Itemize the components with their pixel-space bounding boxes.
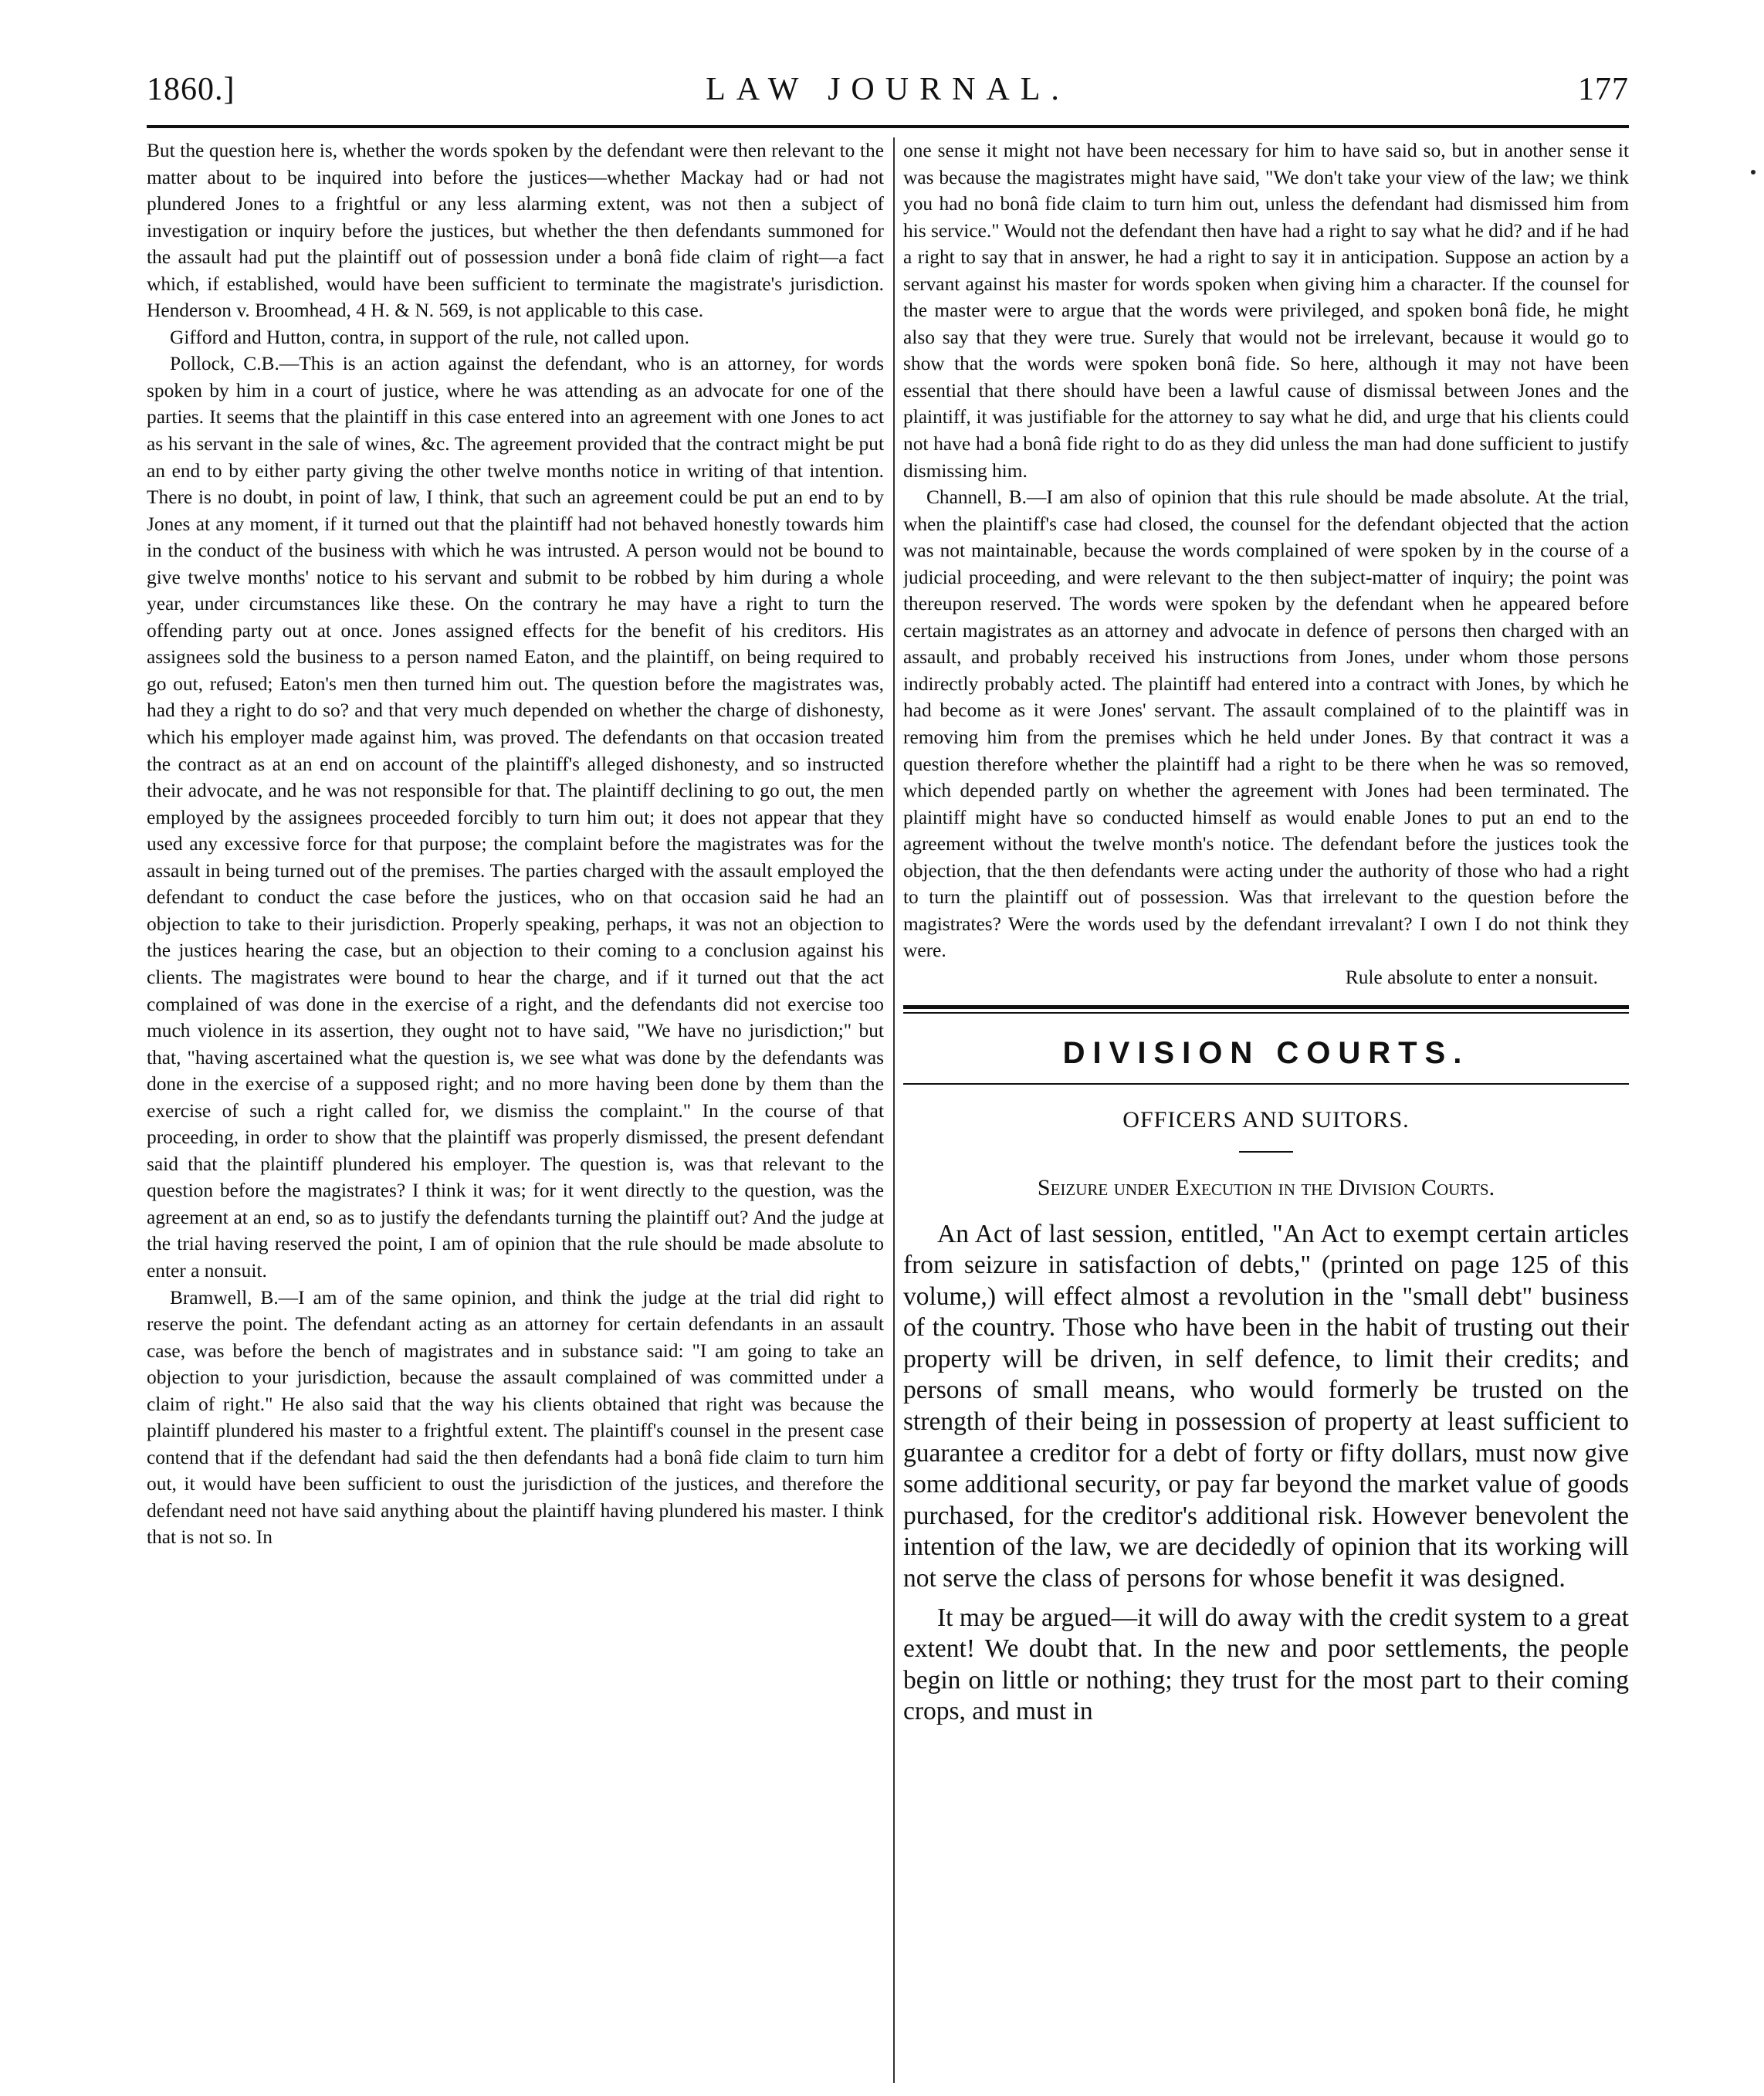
paragraph-bramwell: Bramwell, B.—I am of the same opinion, and think the judge at the trial did right to reserve the point. The defendant acting as an attorney for certain defendants in an assault case, was before the bench of magistrates and in substance said: "I am going to take an objection to your jurisdiction, because the assault complained of was committed under a claim of right." He also said that the way his clients obtained that right was because the plaintiff plundered his master to a frightful extent. The plaintiff's counsel in the present case contend that if the defendant had said the then defendants had a bonâ fide claim to turn him out, it would have been sufficient to oust the jurisdiction of the justices, and therefore the defendant need not have said anything about the plaintiff having plundered his master. I think that is not so. In	[147, 1286, 884, 1549]
running-header	[147, 71, 1629, 133]
article-body	[903, 1219, 1629, 1729]
paragraph-bramwell-continued: one sense it might not have been necessary for him to have said so, but in another sense it was because the magistrates might have said, "We don't take your view of the law; we think you had no bonâ fide claim to turn him out, unless the defendant had dismissed him from his service." Would not the defendant then have had a right to say what he did? and if he had a right to say that in answer, he had a right to say it in anticipation. Suppose an action by a servant against his master for words spoken when giving him a character. If the counsel for the master were to argue that the words were privileged, and spoken bonâ fide, he might also say that they were true. Surely that would not be irrelevant, because it would go to show that the words were spoken bonâ fide. So here, although it may not have been essential that there should have been a lawful cause of dismissal between Jones and the plaintiff, it was justifiable for the attorney to say what he did, and urge that his clients could not have had a bonâ fide right to do as they did unless the man had done sufficient to justify dismissing him.	[903, 140, 1629, 482]
section-double-rule	[903, 1005, 1629, 1014]
right-column	[903, 137, 1629, 2083]
article-paragraph-2: It may be argued—it will do away with the credit system to a great extent! We doubt that. In the new and poor settlements, the people begin on little or nothing; they trust for the most part to their coming crops, and must in	[903, 1603, 1629, 1726]
page-number: 177	[1578, 72, 1629, 107]
left-column	[147, 137, 884, 2083]
short-rule	[1239, 1151, 1293, 1153]
subsection-title: OFFICERS AND SUITORS.	[1122, 1106, 1410, 1133]
journal-title: LAW JOURNAL.	[706, 72, 1070, 107]
paragraph-channell: Channell, B.—I am also of opinion that this rule should be made absolute. At the trial, when the plaintiff's case had closed, the counsel for the defendant objected that the action was not maintainable, because the words complained of were spoken by in the course of a judicial proceeding, and were relevant to the then subject-matter of inquiry; the point was thereupon reserved. The words were spoken by the defendant when he appeared before certain magistrates as an attorney and advocate in defence of persons then charged with an assault, and probably received his instructions from Jones, under whom those persons indirectly probably acted. The plaintiff had entered into a contract with Jones, by which he had become as it were Jones' servant. The assault complained of to the plaintiff was in removing him from the premises which he held under Jones. By that contract it was a question therefore whether the plaintiff had a right to be there when he was so removed, which depended partly on whether the agreement with Jones had been terminated. The plaintiff might have so conducted himself as would enable Jones to put an end to the agreement without the twelve month's notice. The defendant before the justices took the objection, that the then defendants were acting under the authority of those who had a right to turn the plaintiff out of possession. Was that irrelevant to the question before the magistrates? Were the words used by the defendant irrevalant? I own I do not think they were.	[903, 486, 1629, 962]
rule-absolute: Rule absolute to enter a nonsuit.	[1345, 966, 1598, 988]
paragraph-pollock: Pollock, C.B.—This is an action against the defendant, who is an attorney, for words spoken by him in a court of justice, where he was attending as an advocate for one of the parties. It seems that the plaintiff in this case entered into an agreement with one Jones to act as his servant in the sale of wines, &c. The agreement provided that the contract might be put an end to by either party giving the other twelve months notice in writing of that intention. There is no doubt, in point of law, I think, that such an agreement could be put an end to by Jones at any moment, if it turned out that the plaintiff had not behaved honestly towards him in the conduct of the business with which he was intrusted. A person would not be bound to give twelve months' notice to his servant and submit to be robbed by him during a whole year, under circumstances like these. On the contrary he may have a right to turn the offending party out at once. Jones assigned effects for the benefit of his creditors. His assignees sold the business to a person named Eaton, and the plaintiff, on being required to go out, refused; Eaton's men then turned him out. The question before the magistrates was, had they a right to do so? and that very much depended on whether the charge of dishonesty, which his employer made against him, was proved. The defendants on that occasion treated the contract as at an end on account of the plaintiff's alleged dishonesty, and so instructed their advocate, and he was not responsible for that. The plaintiff declining to go out, the men employed by the assignees proceeded forcibly to turn him out; it does not appear that they used any excessive force for that purpose; the complaint before the magistrates was for the assault in being turned out of the premises. The parties charged with the assault employed the defendant to conduct the case before the justices, who on that occasion said he had an objection to take to their jurisdiction. Properly speaking, perhaps, it was not an objection to the justices hearing the case, but an objection to their coming to a conclusion against his clients. The magistrates were bound to hear the charge, and if it turned out that the act complained of was done in the exercise of a right, and the defendants did not exercise too much violence in its assertion, they ought not to have said, "We have no jurisdiction;" but that, "having ascertained what the question is, we see what was done by the defendants was done in the exercise of a supposed right; and no more having been done by them than the exercise of such a right called for, we dismiss the complaint." In the course of that proceeding, in order to show that the plaintiff was properly dismissed, the present defendant said that the plaintiff plundered his employer. The question is, was that relevant to the question before the magistrates? I think it was; for it went directly to the question, was the agreement at an end, so as to justify the defendants turning the plaintiff out? And the judge at the trial having reserved the point, I am of opinion that the rule should be made absolute to enter a nonsuit.	[147, 353, 884, 1282]
header-year: 1860.]	[147, 72, 235, 107]
article-title: Seizure under Execution in the Division Courts.	[1037, 1174, 1495, 1200]
header-rule	[147, 125, 1629, 128]
paragraph-counsel: Gifford and Hutton, contra, in support of the rule, not called upon.	[170, 326, 689, 348]
section-title: DIVISION COURTS.	[1062, 1035, 1470, 1070]
column-divider	[893, 137, 895, 2083]
article-paragraph-1: An Act of last session, entitled, "An Act to exempt certain articles from seizure in satisfaction of debts," (printed on page 125 of this volume,) will effect almost a revolution in the "small debt" business of the country. Those who have been in the habit of trusting out their property will be driven, in self defence, to limit their credits; and persons of small means, who would formerly be trusted on the strength of their being in possession of property at least sufficient to guarantee a creditor for a debt of forty or fifty dollars, must now give some additional security, or pay far beyond the market value of goods purchased, for the creditor's additional risk. However benevolent the intention of the law, we are decidedly of opinion that its working will not serve the class of persons for whose benefit it was designed.	[903, 1219, 1629, 1593]
section-rule	[903, 1083, 1629, 1085]
page-speck	[1751, 170, 1756, 174]
paragraph-argument: But the question here is, whether the words spoken by the defendant were then relevant to the matter about to be inquired into before the justices—whether Mackay had or had not plundered Jones to a frightful or any less alarming extent, was not then a subject of investigation or inquiry before the justices, but whether the then defendants summoned for the assault had put the plaintiff out of possession under a bonâ fide claim of right—a fact which, if established, would have been sufficient to terminate the magistrate's jurisdiction. Henderson v. Broomhead, 4 H. & N. 569, is not applicable to this case.	[147, 140, 884, 322]
